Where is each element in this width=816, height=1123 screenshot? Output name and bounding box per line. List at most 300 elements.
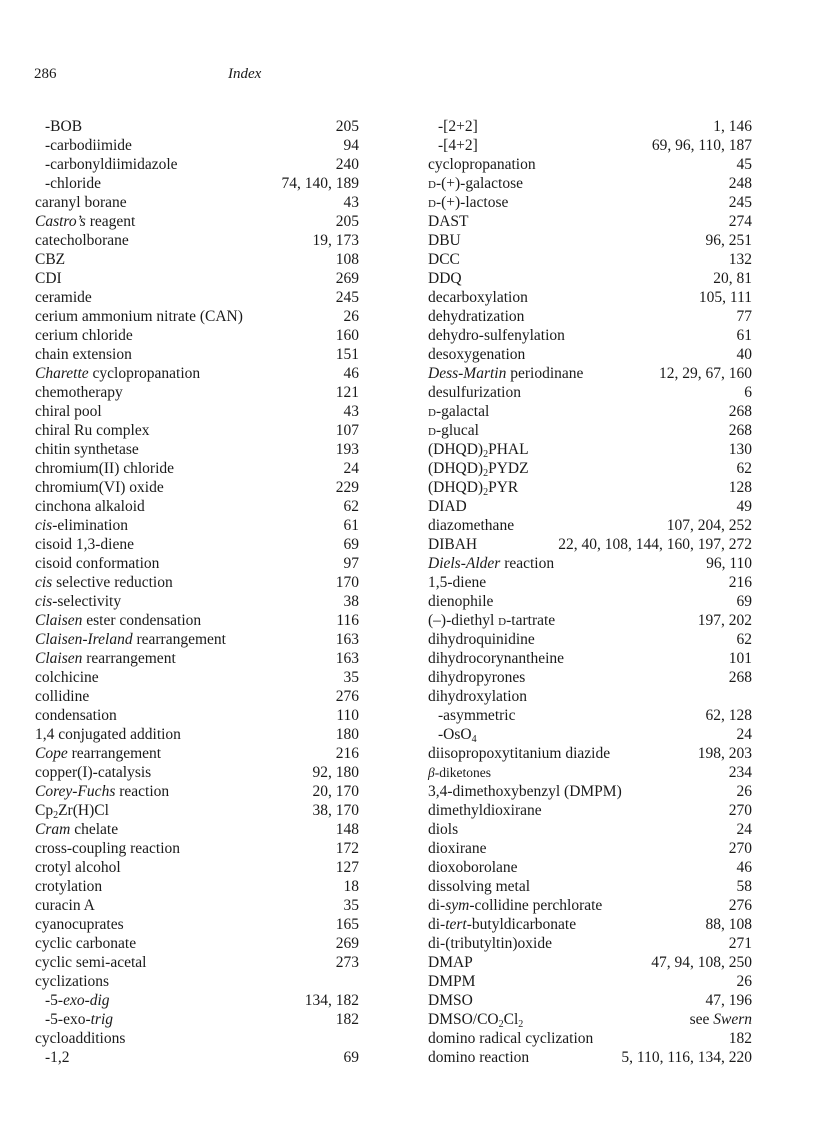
index-term: D-(+)-lactose (428, 194, 509, 211)
index-pages: see Swern (689, 1011, 752, 1028)
index-pages: 170 (335, 574, 359, 591)
index-pages: 62 (736, 460, 752, 477)
index-entry (428, 1010, 752, 1029)
index-term: $(DHQD)_2PYR$ (428, 479, 519, 498)
index-pages: 121 (335, 384, 359, 401)
index-entry (35, 478, 359, 497)
index-entry (428, 877, 752, 896)
index-term: cross-coupling reaction (35, 840, 181, 857)
index-entry (428, 345, 752, 364)
index-pages: 234 (728, 764, 752, 781)
index-term: Claisen rearrangement (35, 650, 176, 667)
index-term: -[4+2] (438, 137, 478, 154)
index-pages: 229 (335, 479, 359, 496)
index-entry (35, 1010, 359, 1029)
index-entry (428, 155, 752, 174)
index-term: D-galactal (428, 403, 490, 420)
index-entry (35, 440, 359, 459)
index-term: chromium(II) chloride (35, 460, 175, 477)
index-term: DMPM (428, 973, 476, 990)
index-term: dihydroxylation (428, 688, 528, 705)
index-entry (35, 877, 359, 896)
index-pages: 92, 180 (312, 764, 359, 781)
index-pages: 134, 182 (304, 992, 359, 1009)
index-term: caranyl borane (35, 194, 127, 211)
index-term: $(DHQD)_2PHAL$ (428, 441, 529, 460)
index-pages: 6 (744, 384, 752, 401)
index-term: cisoid conformation (35, 555, 160, 572)
index-term: desulfurization (428, 384, 521, 401)
index-term: colchicine (35, 669, 99, 686)
index-entry (428, 592, 752, 611)
index-entry (35, 668, 359, 687)
index-entry (428, 193, 752, 212)
index-term: DAST (428, 213, 469, 230)
index-entry (428, 478, 752, 497)
index-entry (428, 915, 752, 934)
index-pages: 127 (335, 859, 359, 876)
index-entry (35, 459, 359, 478)
index-pages: 107, 204, 252 (666, 517, 752, 534)
index-pages: 61 (343, 517, 359, 534)
index-pages: 163 (335, 631, 359, 648)
index-pages: 96, 110 (706, 555, 752, 572)
index-entry (35, 1048, 359, 1067)
index-pages: 74, 140, 189 (281, 175, 359, 192)
index-term: 1,4 conjugated addition (35, 726, 181, 743)
index-term: -5-exo-trig (45, 1011, 114, 1028)
index-term: chain extension (35, 346, 132, 363)
page-number: 286 (34, 66, 57, 82)
index-entry (35, 725, 359, 744)
index-entry (428, 1048, 752, 1067)
index-term: cyclic carbonate (35, 935, 137, 952)
index-pages: 198, 203 (697, 745, 752, 762)
index-entry (35, 307, 359, 326)
index-entry (35, 193, 359, 212)
index-term: -OsO$_4$ (438, 726, 477, 745)
index-pages: 245 (728, 194, 752, 211)
index-pages: 46 (736, 859, 752, 876)
index-entry (35, 345, 359, 364)
index-entry (428, 440, 752, 459)
index-pages: 182 (335, 1011, 359, 1028)
index-entry (428, 136, 752, 155)
index-pages: 165 (335, 916, 359, 933)
index-entry (428, 839, 752, 858)
index-term: -carbonyldiimidazole (45, 156, 178, 173)
index-term: cis selective reduction (35, 574, 173, 591)
index-pages: 101 (728, 650, 752, 667)
index-entry (428, 231, 752, 250)
index-entry (35, 934, 359, 953)
index-pages: 276 (728, 897, 752, 914)
index-entry (35, 839, 359, 858)
index-entry (428, 630, 752, 649)
index-pages: 269 (335, 935, 359, 952)
index-entry (35, 136, 359, 155)
index-term: CDI (35, 270, 62, 287)
index-entry (35, 744, 359, 763)
index-pages: 62, 128 (705, 707, 752, 724)
index-term: DMAP (428, 954, 473, 971)
index-term: -1,2 (45, 1049, 70, 1066)
index-entry (428, 896, 752, 915)
index-term: chitin synthetase (35, 441, 139, 458)
index-pages: 273 (335, 954, 359, 971)
index-entry (35, 801, 359, 820)
index-term: diazomethane (428, 517, 515, 534)
index-pages: 130 (728, 441, 752, 458)
index-entry (35, 364, 359, 383)
index-entry (428, 535, 752, 554)
index-entry (428, 421, 752, 440)
index-pages: 38, 170 (312, 802, 359, 819)
index-term: cerium ammonium nitrate (CAN) (35, 308, 243, 325)
index-term: -chloride (45, 175, 101, 192)
index-pages: 88, 108 (705, 916, 752, 933)
index-pages: 24 (736, 726, 752, 743)
index-pages: 69 (343, 536, 359, 553)
index-entry (428, 326, 752, 345)
index-entry (35, 858, 359, 877)
index-term: Diels-Alder reaction (428, 555, 555, 572)
index-pages: 271 (728, 935, 752, 952)
index-entry (428, 516, 752, 535)
index-entry (428, 459, 752, 478)
index-entry (35, 915, 359, 934)
index-entry (428, 1029, 752, 1048)
index-entry (428, 991, 752, 1010)
index-entry (428, 858, 752, 877)
index-term: -[2+2] (438, 118, 478, 135)
index-pages: 96, 251 (705, 232, 752, 249)
index-term: D-(+)-galactose (428, 175, 524, 192)
index-pages: 47, 94, 108, 250 (651, 954, 752, 971)
index-pages: 40 (736, 346, 752, 363)
index-entry (428, 706, 752, 725)
index-pages: 58 (736, 878, 752, 895)
index-entry (35, 573, 359, 592)
index-pages: 43 (343, 194, 359, 211)
index-term: DMSO/$CO_2Cl_2$ (428, 1011, 524, 1030)
index-entry (428, 364, 752, 383)
index-term: decarboxylation (428, 289, 528, 306)
index-pages: 269 (335, 270, 359, 287)
index-entry (35, 1029, 359, 1048)
index-pages: 49 (736, 498, 752, 515)
index-entry (35, 516, 359, 535)
index-term: crotylation (35, 878, 103, 895)
index-entry (35, 231, 359, 250)
index-pages: 38 (343, 593, 359, 610)
index-pages: 274 (728, 213, 752, 230)
index-pages: 193 (335, 441, 359, 458)
index-entry (428, 820, 752, 839)
index-entry (35, 687, 359, 706)
index-term: -asymmetric (438, 707, 516, 724)
index-pages: 12, 29, 67, 160 (659, 365, 752, 382)
index-pages: 182 (728, 1030, 752, 1047)
index-pages: 77 (736, 308, 752, 325)
index-term: ceramide (35, 289, 92, 306)
index-entry (35, 972, 359, 991)
index-pages: 97 (343, 555, 359, 572)
index-term: cisoid 1,3-diene (35, 536, 135, 553)
index-term: chromium(VI) oxide (35, 479, 164, 496)
index-pages: 94 (343, 137, 359, 154)
index-entry (428, 687, 752, 706)
index-pages: 205 (335, 118, 359, 135)
index-term: dehydratization (428, 308, 525, 325)
index-term: catecholborane (35, 232, 129, 249)
index-entry (35, 117, 359, 136)
index-pages: 69 (736, 593, 752, 610)
index-term: -5-exo-dig (45, 992, 110, 1009)
index-term: curacin A (35, 897, 95, 914)
index-term: DIAD (428, 498, 467, 515)
index-pages: 216 (335, 745, 359, 762)
index-pages: 18 (343, 878, 359, 895)
index-entry (428, 117, 752, 136)
index-entry (35, 212, 359, 231)
index-term: (–)-diethyl D-tartrate (428, 612, 556, 629)
index-entry (428, 573, 752, 592)
index-term: Charette cyclopropanation (35, 365, 201, 382)
index-pages: 172 (335, 840, 359, 857)
index-pages: 45 (736, 156, 752, 173)
index-entry (35, 649, 359, 668)
index-term: chiral Ru complex (35, 422, 150, 439)
index-entry (35, 554, 359, 573)
index-term: DBU (428, 232, 461, 249)
index-entry (35, 383, 359, 402)
index-column-left (35, 117, 359, 1067)
index-pages: 197, 202 (697, 612, 752, 629)
index-term: Cram chelate (35, 821, 119, 838)
index-term: Cope rearrangement (35, 745, 162, 762)
index-entry (428, 250, 752, 269)
index-pages: 47, 196 (705, 992, 752, 1009)
index-pages: 26 (736, 973, 752, 990)
index-term: cyanocuprates (35, 916, 124, 933)
index-pages: 128 (728, 479, 752, 496)
index-term: chiral pool (35, 403, 102, 420)
index-pages: 24 (343, 460, 359, 477)
index-term: dehydro-sulfenylation (428, 327, 565, 344)
index-term: chemotherapy (35, 384, 123, 401)
index-pages: 110 (336, 707, 359, 724)
index-pages: 163 (335, 650, 359, 667)
index-term: CBZ (35, 251, 66, 268)
index-term: crotyl alcohol (35, 859, 121, 876)
index-term: dihydroquinidine (428, 631, 535, 648)
index-term: 3,4-dimethoxybenzyl (DMPM) (428, 783, 622, 800)
index-term: cyclopropanation (428, 156, 536, 173)
index-term: Castro’s reagent (35, 213, 136, 230)
index-term: di-sym-collidine perchlorate (428, 897, 603, 914)
index-entry (428, 649, 752, 668)
index-term: cinchona alkaloid (35, 498, 145, 515)
index-entry (428, 763, 752, 782)
index-entry (428, 611, 752, 630)
index-entry (428, 782, 752, 801)
index-term: Claisen-Ireland rearrangement (35, 631, 226, 648)
index-pages: 216 (728, 574, 752, 591)
index-term: dihydropyrones (428, 669, 526, 686)
index-term: Claisen ester condensation (35, 612, 202, 629)
index-entry (428, 953, 752, 972)
index-term: DDQ (428, 270, 462, 287)
index-term: desoxygenation (428, 346, 526, 363)
index-pages: 22, 40, 108, 144, 160, 197, 272 (558, 536, 752, 553)
index-term: dihydrocorynantheine (428, 650, 565, 667)
index-entry (35, 497, 359, 516)
index-pages: 43 (343, 403, 359, 420)
index-pages: 180 (335, 726, 359, 743)
index-term: D-glucal (428, 422, 479, 439)
index-term: dimethyldioxirane (428, 802, 542, 819)
index-pages: 108 (335, 251, 359, 268)
index-term: 1,5-diene (428, 574, 487, 591)
index-term: $(DHQD)_2PYDZ$ (428, 460, 529, 479)
index-term: cyclic semi-acetal (35, 954, 147, 971)
index-term: copper(I)-catalysis (35, 764, 152, 781)
index-entry (428, 801, 752, 820)
index-entry (35, 155, 359, 174)
index-pages: 35 (343, 897, 359, 914)
index-pages: 24 (736, 821, 752, 838)
index-entry (35, 326, 359, 345)
index-pages: 62 (736, 631, 752, 648)
index-pages: 148 (335, 821, 359, 838)
index-entry (35, 402, 359, 421)
index-term: diisopropoxytitanium diazide (428, 745, 611, 762)
index-entry (35, 288, 359, 307)
index-term: Dess-Martin periodinane (428, 365, 584, 382)
index-term: domino reaction (428, 1049, 530, 1066)
index-entry (35, 763, 359, 782)
index-pages: 107 (335, 422, 359, 439)
index-entry (35, 991, 359, 1010)
index-term: DMSO (428, 992, 473, 1009)
index-entry (35, 174, 359, 193)
index-pages: 151 (335, 346, 359, 363)
index-entry (35, 421, 359, 440)
index-term: dioxirane (428, 840, 487, 857)
index-term: dienophile (428, 593, 494, 610)
index-term: DCC (428, 251, 460, 268)
index-pages: 132 (728, 251, 752, 268)
index-term: cycloadditions (35, 1030, 126, 1047)
index-pages: 26 (343, 308, 359, 325)
index-entry (428, 307, 752, 326)
index-pages: 160 (335, 327, 359, 344)
index-pages: 20, 170 (312, 783, 359, 800)
index-term: cyclizations (35, 973, 110, 990)
index-entry (35, 592, 359, 611)
index-pages: 1, 146 (713, 118, 752, 135)
index-term: collidine (35, 688, 90, 705)
index-entry (35, 630, 359, 649)
index-entry (428, 174, 752, 193)
index-entry (35, 820, 359, 839)
index-pages: 69, 96, 110, 187 (651, 137, 752, 154)
index-entry (428, 934, 752, 953)
index-term: condensation (35, 707, 117, 724)
index-pages: 5, 110, 116, 134, 220 (621, 1049, 752, 1066)
index-pages: 268 (728, 669, 752, 686)
index-pages: 276 (335, 688, 359, 705)
index-pages: 205 (335, 213, 359, 230)
index-entry (428, 269, 752, 288)
index-entry (428, 402, 752, 421)
index-pages: 69 (343, 1049, 359, 1066)
index-term: -carbodiimide (45, 137, 132, 154)
index-pages: 46 (343, 365, 359, 382)
index-term: -BOB (45, 118, 83, 135)
index-term: di-(tributyltin)oxide (428, 935, 552, 952)
index-term: di-tert-butyldicarbonate (428, 916, 577, 933)
running-title: Index (228, 66, 262, 82)
index-term: cis-selectivity (35, 593, 122, 610)
index-entry (428, 383, 752, 402)
index-entry (35, 535, 359, 554)
index-entry (428, 554, 752, 573)
index-entry (428, 668, 752, 687)
index-term: β-diketones (428, 765, 491, 780)
index-pages: 62 (343, 498, 359, 515)
index-term: Corey-Fuchs reaction (35, 783, 170, 800)
index-pages: 248 (728, 175, 752, 192)
index-entry (428, 725, 752, 744)
index-entry (428, 288, 752, 307)
index-entry (35, 250, 359, 269)
index-pages: 270 (728, 840, 752, 857)
index-term: cis-elimination (35, 517, 128, 534)
index-entry (35, 896, 359, 915)
index-pages: 240 (335, 156, 359, 173)
index-pages: 268 (728, 422, 752, 439)
index-entry (35, 611, 359, 630)
index-entry (35, 706, 359, 725)
index-pages: 35 (343, 669, 359, 686)
index-entry (428, 744, 752, 763)
index-pages: 20, 81 (713, 270, 752, 287)
index-term: diols (428, 821, 459, 838)
index-pages: 61 (736, 327, 752, 344)
index-entry (428, 972, 752, 991)
index-term: dioxoborolane (428, 859, 518, 876)
index-pages: 116 (336, 612, 359, 629)
index-pages: 245 (335, 289, 359, 306)
index-column-right (428, 117, 752, 1067)
index-pages: 26 (736, 783, 752, 800)
index-entry (428, 497, 752, 516)
index-pages: 19, 173 (312, 232, 359, 249)
index-pages: 268 (728, 403, 752, 420)
index-term: dissolving metal (428, 878, 531, 895)
index-term: $Cp_2Zr(H)Cl$ (35, 802, 109, 821)
index-entry (428, 212, 752, 231)
index-pages: 270 (728, 802, 752, 819)
index-pages: 105, 111 (698, 289, 752, 306)
index-term: domino radical cyclization (428, 1030, 594, 1047)
index-entry (35, 782, 359, 801)
index-entry (35, 269, 359, 288)
index-term: cerium chloride (35, 327, 133, 344)
index-entry (35, 953, 359, 972)
